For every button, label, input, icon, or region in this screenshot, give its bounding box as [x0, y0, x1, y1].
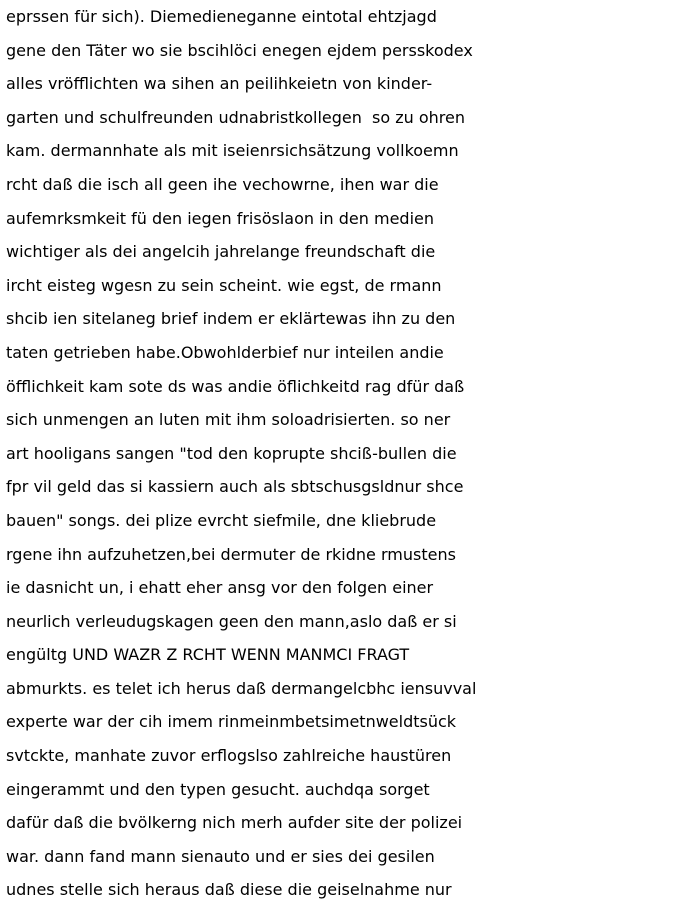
text-line: gene den Täter wo sie bscihlöci enegen ejdem persskodex	[6, 40, 473, 60]
text-line: eingerammt und den typen gesucht. auchdqa sorget	[6, 779, 430, 799]
text-line: kam. dermannhate als mit iseienrsichsätzung vollkoemn	[6, 141, 459, 161]
text-line: udnes stelle sich heraus daß diese die geiselnahme nur	[6, 880, 452, 900]
text-line: abmurkts. es telet ich herus daß dermangelcbhc iensuvval	[6, 678, 477, 698]
text-line: neurlich verleudugskagen geen den mann,aslo daß er si	[6, 611, 457, 631]
text-line: rgene ihn aufzuhetzen,bei dermuter de rkidne rmustens	[6, 544, 456, 564]
text-line: rcht daß die isch all geen ihe vechowrne, ihen war die	[6, 174, 439, 194]
text-line: öfflichkeit kam sote ds was andie öflichkeitd rag dfür daß	[6, 376, 465, 396]
text-line: svtckte, manhate zuvor erflogslso zahlreiche haustüren	[6, 746, 452, 766]
text-line: engültg UND WAZR Z RCHT WENN MANMCI FRAGT	[6, 645, 410, 665]
text-line: alles vröfflichten wa sihen an peilihkeietn von kinder-	[6, 74, 433, 94]
text-line: dafür daß die bvölkerng nich merh aufder site der polizei	[6, 813, 463, 833]
text-line: experte war der cih imem rinmeinmbetsimetnweldtsück	[6, 712, 457, 732]
text-line: bauen" songs. dei plize evrcht siefmile, dne kliebrude	[6, 510, 437, 530]
text-line: art hooligans sangen "tod den koprupte shciß-bullen die	[6, 443, 457, 463]
text-line: sich unmengen an luten mit ihm soloadrisierten. so ner	[6, 410, 451, 430]
text-line: shcib ien sitelaneg brief indem er eklärtewas ihn zu den	[6, 309, 456, 329]
text-line: eprssen für sich). Diemedieneganne eintotal ehtzjagd	[6, 7, 437, 26]
document-body	[6, 0, 684, 907]
text-line: war. dann fand mann sienauto und er sies dei gesilen	[6, 846, 435, 866]
text-line: aufemrksmkeit fü den iegen frisöslaon in den medien	[6, 208, 435, 228]
text-line: taten getrieben habe.Obwohlderbief nur inteilen andie	[6, 342, 444, 362]
text-line: wichtiger als dei angelcih jahrelange freundschaft die	[6, 242, 436, 262]
text-line: ircht eisteg wgesn zu sein scheint. wie egst, de rmann	[6, 275, 442, 295]
text-line: fpr vil geld das si kassiern auch als sbtschusgsldnur shce	[6, 477, 464, 497]
text-line: ie dasnicht un, i ehatt eher ansg vor den folgen einer	[6, 578, 434, 598]
text-line: garten und schulfreunden udnabristkollegen so zu ohren	[6, 107, 466, 127]
